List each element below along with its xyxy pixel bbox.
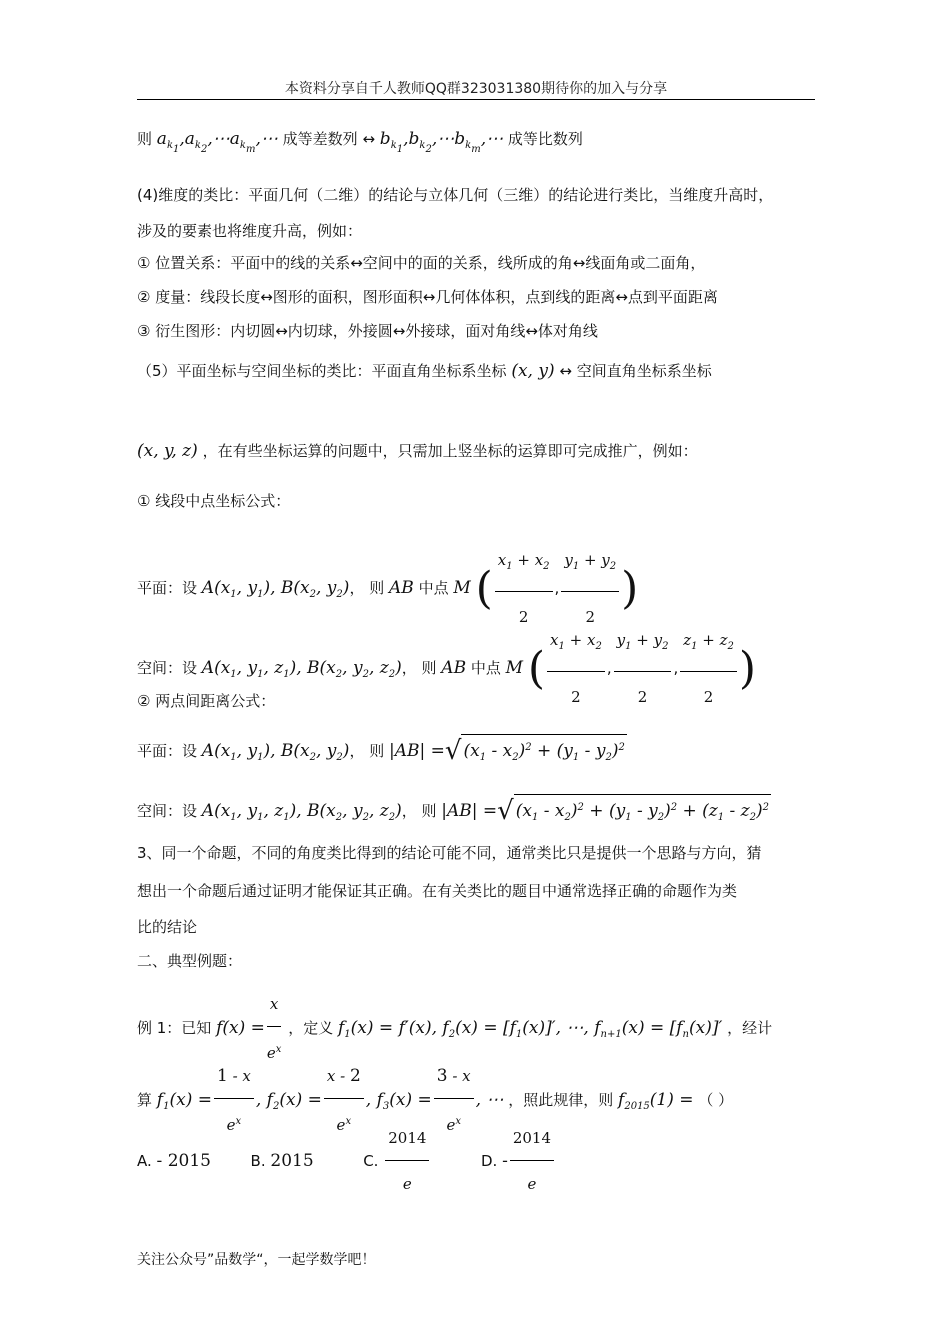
p3-line2: 想出一个命题后通过证明才能保证其正确。在有关类比的题目中通常选择正确的命题作为类: [137, 882, 738, 900]
option-a[interactable]: A. - 2015: [137, 1150, 211, 1171]
example1-line2: 算 $f_1(x)$ = $\frac{1 - x}{e^x}$ , $f_2(x)$ = $\frac{x - 2}{e^x}$ , $f_3(x)$ = $\frac{3 - x}{e^x}$ , ⋯ ，照此规律，则 $f_{2015}(1)$ = （ ）: [137, 1056, 733, 1145]
midpoint-plane: 平面：设 $A(x_1$, $y_1$), $B(x_2$, $y_2$)， 则 AB 中点 M ( $\frac{x_1 + x_2}{2}$ , $\frac{y_1 + y_2}{2}$ ): [137, 538, 638, 639]
options-row: [137, 1118, 556, 1204]
midpoint-title: ① 线段中点坐标公式：: [137, 492, 291, 510]
distance-space: 空间：设 $A(x_1$, $y_1$, $z_1$), $B(x_2$, $y_2$, $z_2$)， 则 |AB| =√ $(x_1 - x_2)^2 + (y_1 - y_2)^2 + (z_1 - z_2)^2$: [137, 794, 771, 829]
section-title: 二、典型例题：: [137, 952, 243, 970]
p3-line1: 3、同一个命题，不同的角度类比得到的结论可能不同，通常类比只是提供一个思路与方向，猜: [137, 844, 762, 862]
example1-line1: 例 1：已知 f(x) = $\frac{x}{e^x}$ ，定义 $f_1(x) = f'(x)$, $f_2(x) = [f_1(x)]'$, ⋯, $f_{n+1}(x) = [f_n(x)]'$ ，经计: [137, 984, 772, 1073]
p4-item3: ③ 衍生图形：内切圆↔内切球，外接圆↔外接球，面对角线↔体对角线: [137, 322, 598, 340]
page-header: 本资料分享自千人教师QQ群323031380期待你的加入与分享: [284, 81, 668, 97]
p4-item1: ① 位置关系：平面中的线的关系↔空间中的面的关系，线所成的角↔线面角或二面角，: [137, 254, 706, 272]
page-footer: 关注公众号”品数学“，一起学数学吧！: [137, 1252, 376, 1268]
midpoint-space: 空间：设 $A(x_1$, $y_1$, $z_1$), $B(x_2$, $y_2$, $z_2$)， 则 AB 中点 M ( $\frac{x_1 + x_2}{2}$ , $\frac{y_1 + y_2}{2}$ , $\frac{z_1 + z_2}{2}$ ): [137, 618, 756, 719]
p5-line1: （5）平面坐标与空间坐标的类比：平面直角坐标系坐标 (x, y) ↔ 空间直角坐标系坐标: [137, 361, 712, 381]
p4-line2: 涉及的要素也将维度升高，例如：: [137, 222, 363, 240]
sequence-line: 则 $a_{k_1},a_{k_2},\cdots a_{k_m},\cdots$ 成等差数列 ↔ $b_{k_1},b_{k_2},\cdots b_{k_m},\cdots$ 成等比数列: [137, 129, 583, 155]
distance-plane: 平面：设 $A(x_1$, $y_1$), $B(x_2$, $y_2$)， 则 |AB| =√ $(x_1 - x_2)^2 + (y_1 - y_2)^2$: [137, 734, 627, 769]
p4-item2: ② 度量：线段长度↔图形的面积，图形面积↔几何体体积，点到线的距离↔点到平面距离: [137, 288, 718, 306]
p3-line3: 比的结论: [137, 918, 198, 936]
option-b[interactable]: B. 2015: [250, 1150, 314, 1171]
distance-title: ② 两点间距离公式：: [137, 692, 276, 710]
p5-line2: (x, y, z) ，在有些坐标运算的问题中，只需加上竖坐标的运算即可完成推广，例如：: [137, 441, 698, 461]
p4-line1: (4)维度的类比：平面几何（二维）的结论与立体几何（三维）的结论进行类比，当维度升高时，: [137, 186, 774, 204]
option-c[interactable]: C. $\frac{2014}{e}$: [363, 1152, 431, 1170]
header-rule: [137, 99, 815, 100]
option-d[interactable]: D. - $\frac{2014}{e}$: [481, 1152, 556, 1170]
